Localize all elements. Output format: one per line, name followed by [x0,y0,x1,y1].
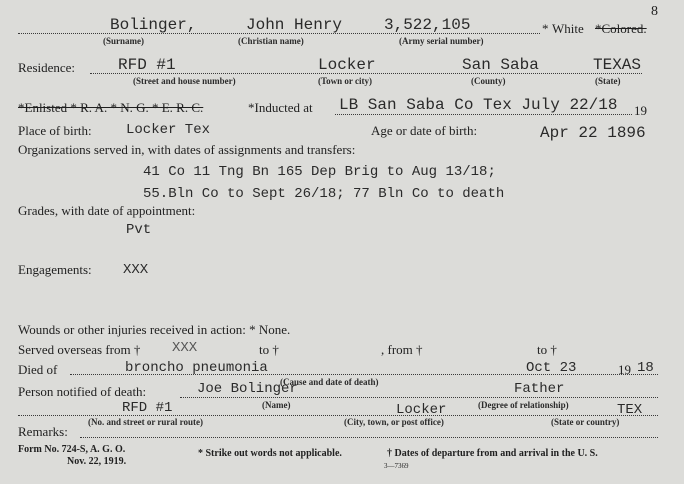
grades-label: Grades, with date of appointment: [18,203,196,218]
engagements-label: Engagements: [18,262,92,277]
inducted-year-suffix: 19 [634,103,647,118]
form-number: Form No. 724-S, A. G. O. [18,444,126,455]
inducted-label: *Inducted at [248,100,313,115]
grades-value: Pvt [126,222,152,238]
notified-town-value: Locker [396,402,447,418]
birthdate-label: Age or date of birth: [371,123,478,138]
notified-name-caption: (Name) [262,400,291,410]
overseas-from-2: , from † [381,342,423,357]
race-star: * [542,21,549,36]
surname-caption: (Surname) [103,36,144,46]
notified-relationship-value: Father [514,381,565,397]
notified-state-caption: (State or country) [551,417,620,427]
serial-number-value: 3,522,105 [384,16,471,34]
race-colored-struck: *Colored. [595,21,647,36]
notified-line [180,397,658,398]
residence-county-caption: (County) [471,76,506,86]
residence-town-value: Locker [318,56,376,74]
died-of-label: Died of [18,362,58,377]
residence-street-value: RFD #1 [118,56,176,74]
christian-name-caption: (Christian name) [238,36,304,46]
surname-value: Bolinger, [110,16,197,34]
notified-state-value: TEX [617,402,643,418]
inducted-value: LB San Saba Co Tex July 22/18 [339,96,618,114]
birthplace-value: Locker Tex [126,122,211,138]
remarks-label: Remarks: [18,424,68,439]
residence-label: Residence: [18,60,76,75]
death-year-prefix: 19 [618,362,631,377]
residence-state-caption: (State) [595,76,621,86]
form-code: 3—7369 [384,462,409,470]
overseas-label: Served overseas from † [18,342,141,357]
notified-town-caption: (City, town, or post office) [344,417,444,427]
notified-street-value: RFD #1 [122,400,173,416]
notified-street-caption: (No. and street or rural route) [88,417,203,427]
enlisted-struck: *Enlisted * R. A. * N. G. * E. R. C. [18,100,204,115]
christian-name-value: John Henry [246,16,343,34]
death-cause-value: broncho pneumonia [125,360,268,376]
notified-name-value: Joe Bolinger [197,381,298,397]
residence-state-value: TEXAS [593,56,642,74]
overseas-to-1: to † [259,342,279,357]
birthplace-label: Place of birth: [18,123,92,138]
notified-label: Person notified of death: [18,384,147,399]
form-date: Nov. 22, 1919. [67,456,127,467]
remarks-line [80,437,658,438]
serial-caption: (Army serial number) [399,36,484,46]
notified-address-line [18,415,658,416]
engagements-value: XXX [123,262,149,278]
birthdate-value: Apr 22 1896 [540,124,646,142]
organizations-line-2: 55.Bln Co to Sept 26/18; 77 Bln Co to death [143,186,505,202]
overseas-to-2: to † [537,342,557,357]
wounds-label: Wounds or other injuries received in action: * None. [18,322,291,337]
residence-county-value: San Saba [462,56,539,74]
inducted-line [335,114,632,115]
death-date-value: Oct 23 [526,360,577,376]
organizations-label: Organizations served in, with dates of assignments and transfers: [18,142,356,157]
organizations-line-1: 41 Co 11 Tng Bn 165 Dep Brig to Aug 13/18; [143,164,496,180]
strike-note: * Strike out words not applicable. [198,448,342,459]
dates-note: † Dates of departure from and arrival in the U. S. [387,448,598,459]
death-caption: (Cause and date of death) [280,377,379,387]
overseas-from-value: XXX [172,340,198,356]
card-number: 8 [651,4,658,19]
residence-town-caption: (Town or city) [318,76,372,86]
residence-street-caption: (Street and house number) [133,76,236,86]
race-white: White [552,21,584,36]
death-year-value: 18 [637,360,654,376]
notified-relationship-caption: (Degree of relationship) [478,400,569,410]
